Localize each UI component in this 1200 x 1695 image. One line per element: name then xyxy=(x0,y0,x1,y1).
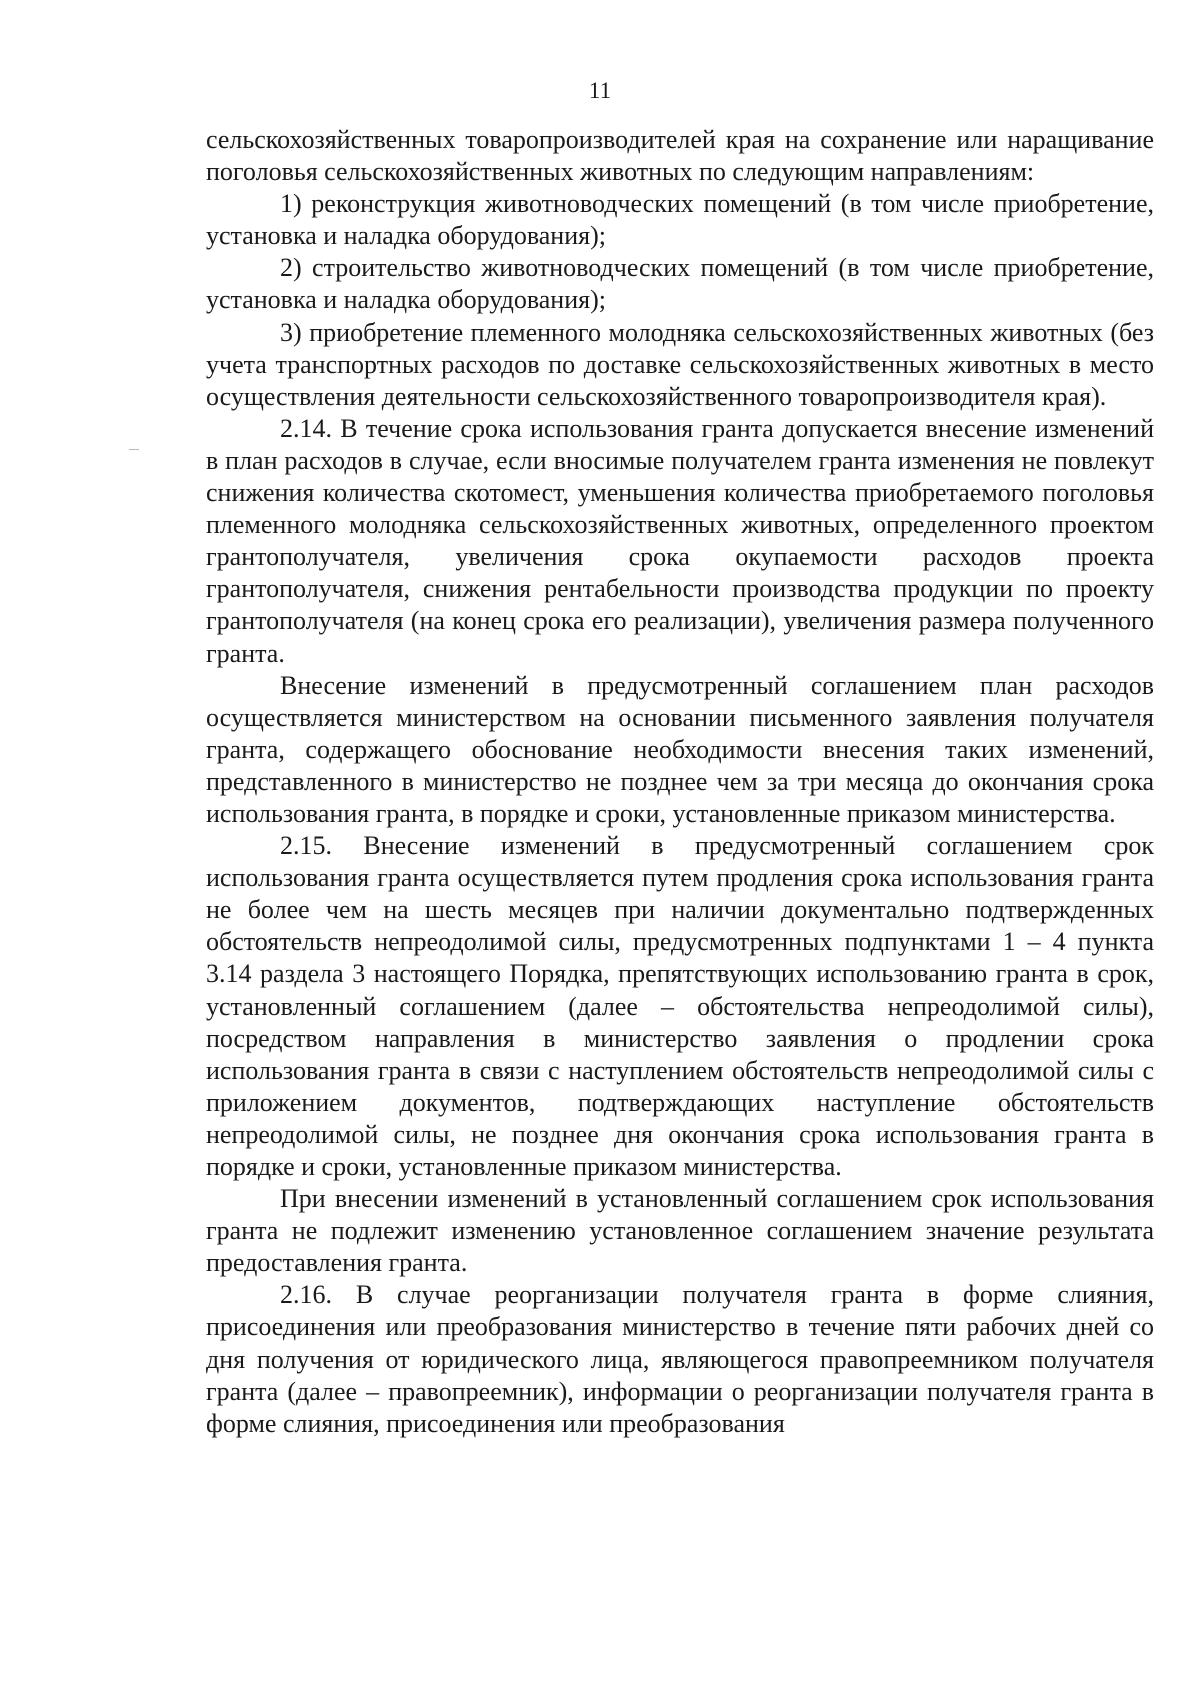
clause-2-15: 2.15. Внесение изменений в предусмотренный соглашением срок использования гранта осуществляется путем продления срока использования гранта не более чем на шесть месяцев при наличии документально подтвержденных обстоятельств непреодолимой силы, предусмотренных подпунктами 1 – 4 пункта 3.14 раздела 3 настоящего Порядка, препятствующих использованию гранта в срок, установленный соглашением (далее – обстоятельства непреодолимой силы), посредством направления в министерство заявления о продлении срока использования гранта в связи с наступлением обстоятельств непреодолимой силы с приложением документов, подтверждающих наступление обстоятельств непреодолимой силы, не позднее дня окончания срока использования гранта в порядке и сроки, установленные приказом министерства. xyxy=(206,831,1154,1181)
clause-2-14: 2.14. В течение срока использования гранта допускается внесение изменений в план расходов в случае, если вносимые получателем гранта изменения не повлекут снижения количества скотомест, уменьшения количества приобретаемого поголовья племенного молодняка сельскохозяйственных животных, определенного проектом грантополучателя, увеличения срока окупаемости расходов проекта грантополучателя, снижения рентабельности производства продукции по проекту грантополучателя (на конец срока его реализации), увеличения размера полученного гранта. xyxy=(206,413,1154,668)
paragraph-term-changes: При внесении изменений в установленный соглашением срок использования гранта не подлежит изменению установленное соглашением значение результата предоставления гранта. xyxy=(206,1184,1154,1278)
list-item-1-reconstruction: 1) реконструкция животноводческих помещений (в том числе приобретение, установка и наладка оборудования); xyxy=(206,189,1154,251)
paragraph-expense-plan-changes: Внесение изменений в предусмотренный соглашением план расходов осуществляется министерством на основании письменного заявления получателя гранта, содержащего обоснование необходимости внесения таких изменений, представленного в министерство не позднее чем за три месяца до окончания срока использования гранта, в порядке и сроки, установленные приказом министерства. xyxy=(206,670,1154,828)
list-item-2-construction: 2) строительство животноводческих помещений (в том числе приобретение, установка и наладка оборудования); xyxy=(206,253,1154,315)
clause-2-16: 2.16. В случае реорганизации получателя гранта в форме слияния, присоединения или преобразования министерство в течение пяти рабочих дней со дня получения от юридического лица, являющегося правопреемником получателя гранта (далее – правопреемник), информации о реорганизации получателя гранта в форме слияния, присоединения или преобразования xyxy=(206,1280,1154,1438)
list-item-3-breeding-stock: 3) приобретение племенного молодняка сельскохозяйственных животных (без учета транспортных расходов по доставке сельскохозяйственных животных в место осуществления деятельности сельскохозяйственного товаропроизводителя края). xyxy=(206,317,1154,411)
page-number: 11 xyxy=(588,78,612,103)
paragraph-intro-continuation: сельскохозяйственных товаропроизводителей края на сохранение или наращивание поголовья сельскохозяйственных животных по следующим направлениям: xyxy=(206,125,1154,187)
margin-mark xyxy=(129,449,139,450)
document-body xyxy=(206,124,1154,1440)
